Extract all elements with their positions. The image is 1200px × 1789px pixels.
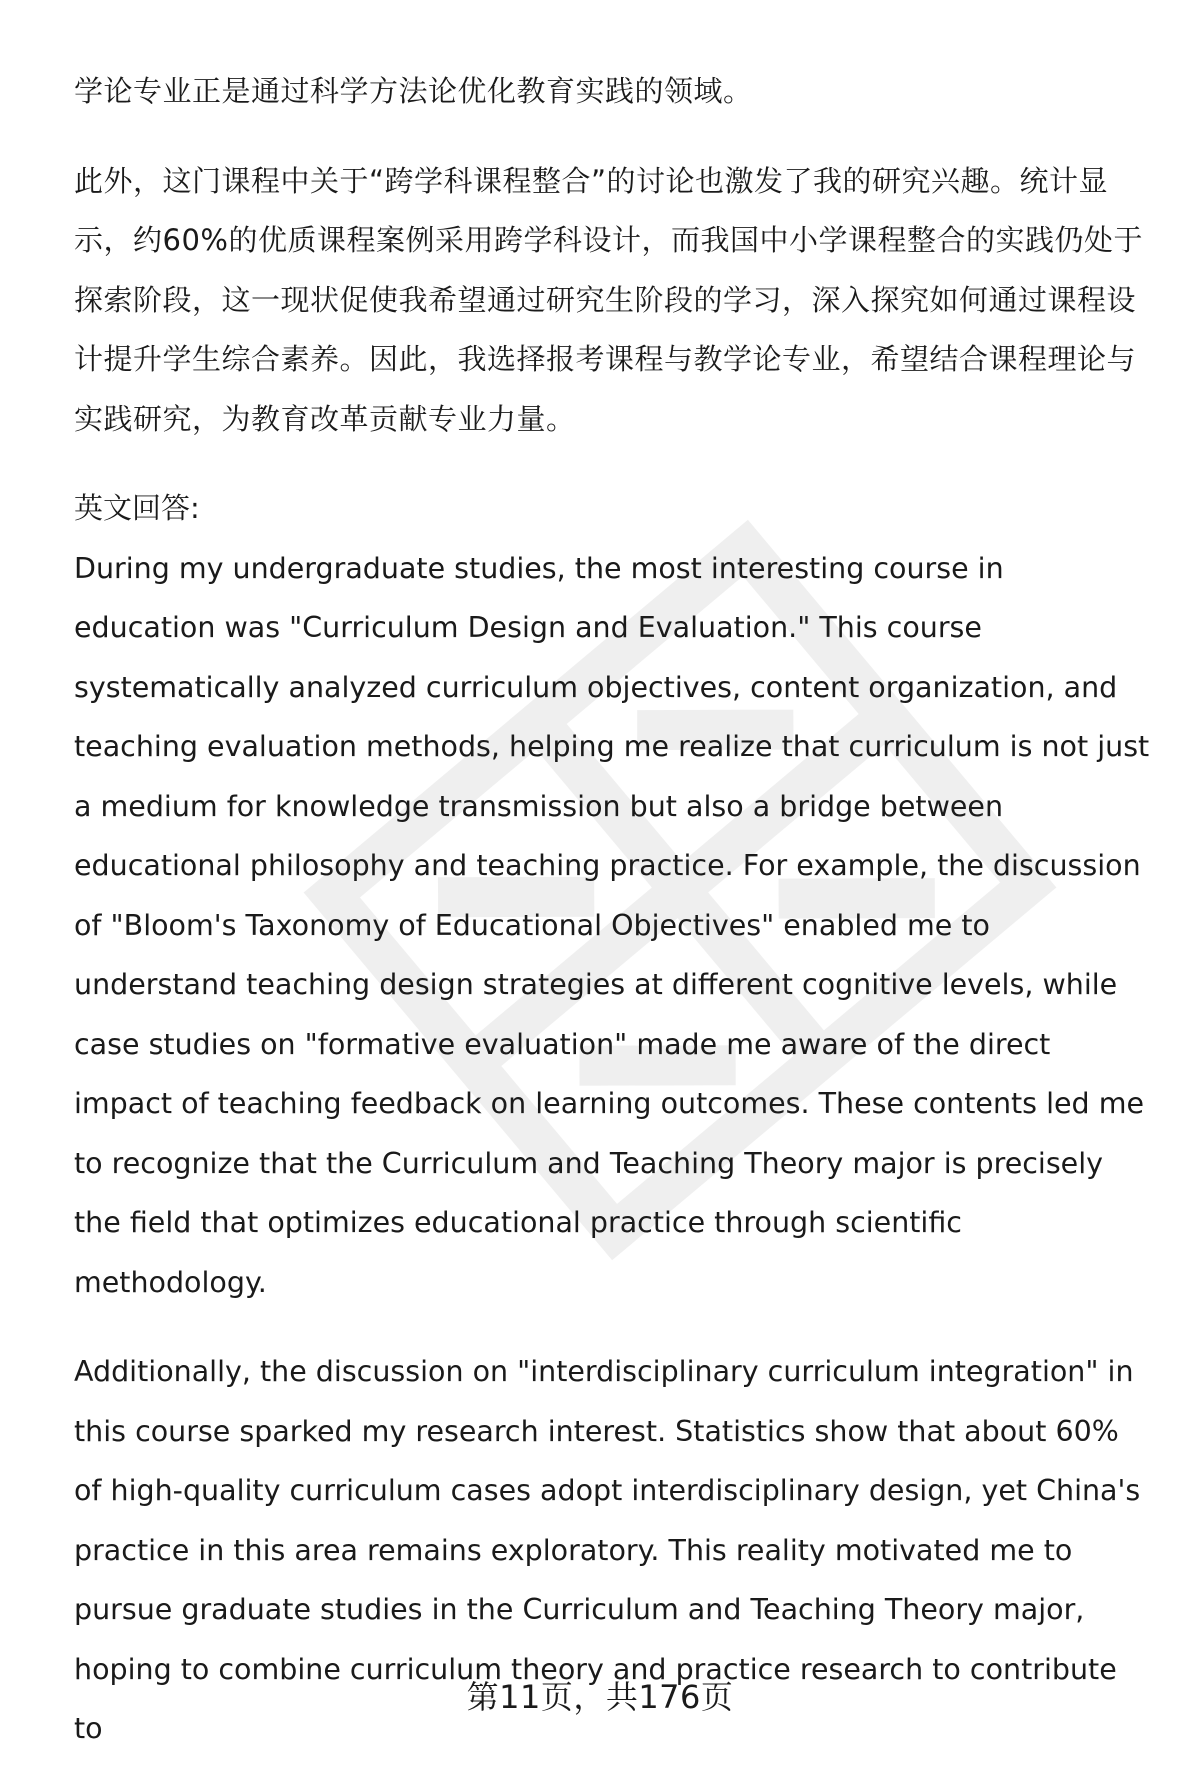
paragraph-zh-1: 学论专业正是通过科学方法论优化教育实践的领域。 xyxy=(74,74,753,108)
document-body xyxy=(74,62,1154,1789)
page-number-footer: 第11页，共176页 xyxy=(466,1678,734,1716)
paragraph-en-2: Additionally, the discussion on "interdisciplinary curriculum integration" in this course sparked my research interest. Statistics show that about 60% of high-quality curriculum cases adopt interdisciplinary design, yet China's practice in this area remains exploratory. This reality motivated me to pursue graduate studies in the Curriculum and Teaching Theory major, hoping to combine curriculum theory and practice research to contribute to xyxy=(74,1355,1141,1745)
english-answer-label: 英文回答: xyxy=(74,491,200,525)
paragraph-en-1: During my undergraduate studies, the most interesting course in education was "Curriculum Design and Evaluation." This course systematically analyzed curriculum objectives, content organization, and teaching evaluation methods, helping me realize that curriculum is not just a medium for knowledge transmission but also a bridge between educational philosophy and teaching practice. For example, the discussion of "Bloom's Taxonomy of Educational Objectives" enabled me to understand teaching design strategies at different cognitive levels, while case studies on "formative evaluation" made me aware of the direct impact of teaching feedback on learning outcomes. These contents led me to recognize that the Curriculum and Teaching Theory major is precisely the field that optimizes educational practice through scientific methodology. xyxy=(74,551,1150,1299)
paragraph-zh-2: 此外，这门课程中关于“跨学科课程整合”的讨论也激发了我的研究兴趣。统计显示，约60%的优质课程案例采用跨学科设计，而我国中小学课程整合的实践仍处于探索阶段，这一现状促使我希望通过研究生阶段的学习，深入探究如何通过课程设计提升学生综合素养。因此，我选择报考课程与教学论专业，希望结合课程理论与实践研究，为教育改革贡献专业力量。 xyxy=(74,163,1143,436)
